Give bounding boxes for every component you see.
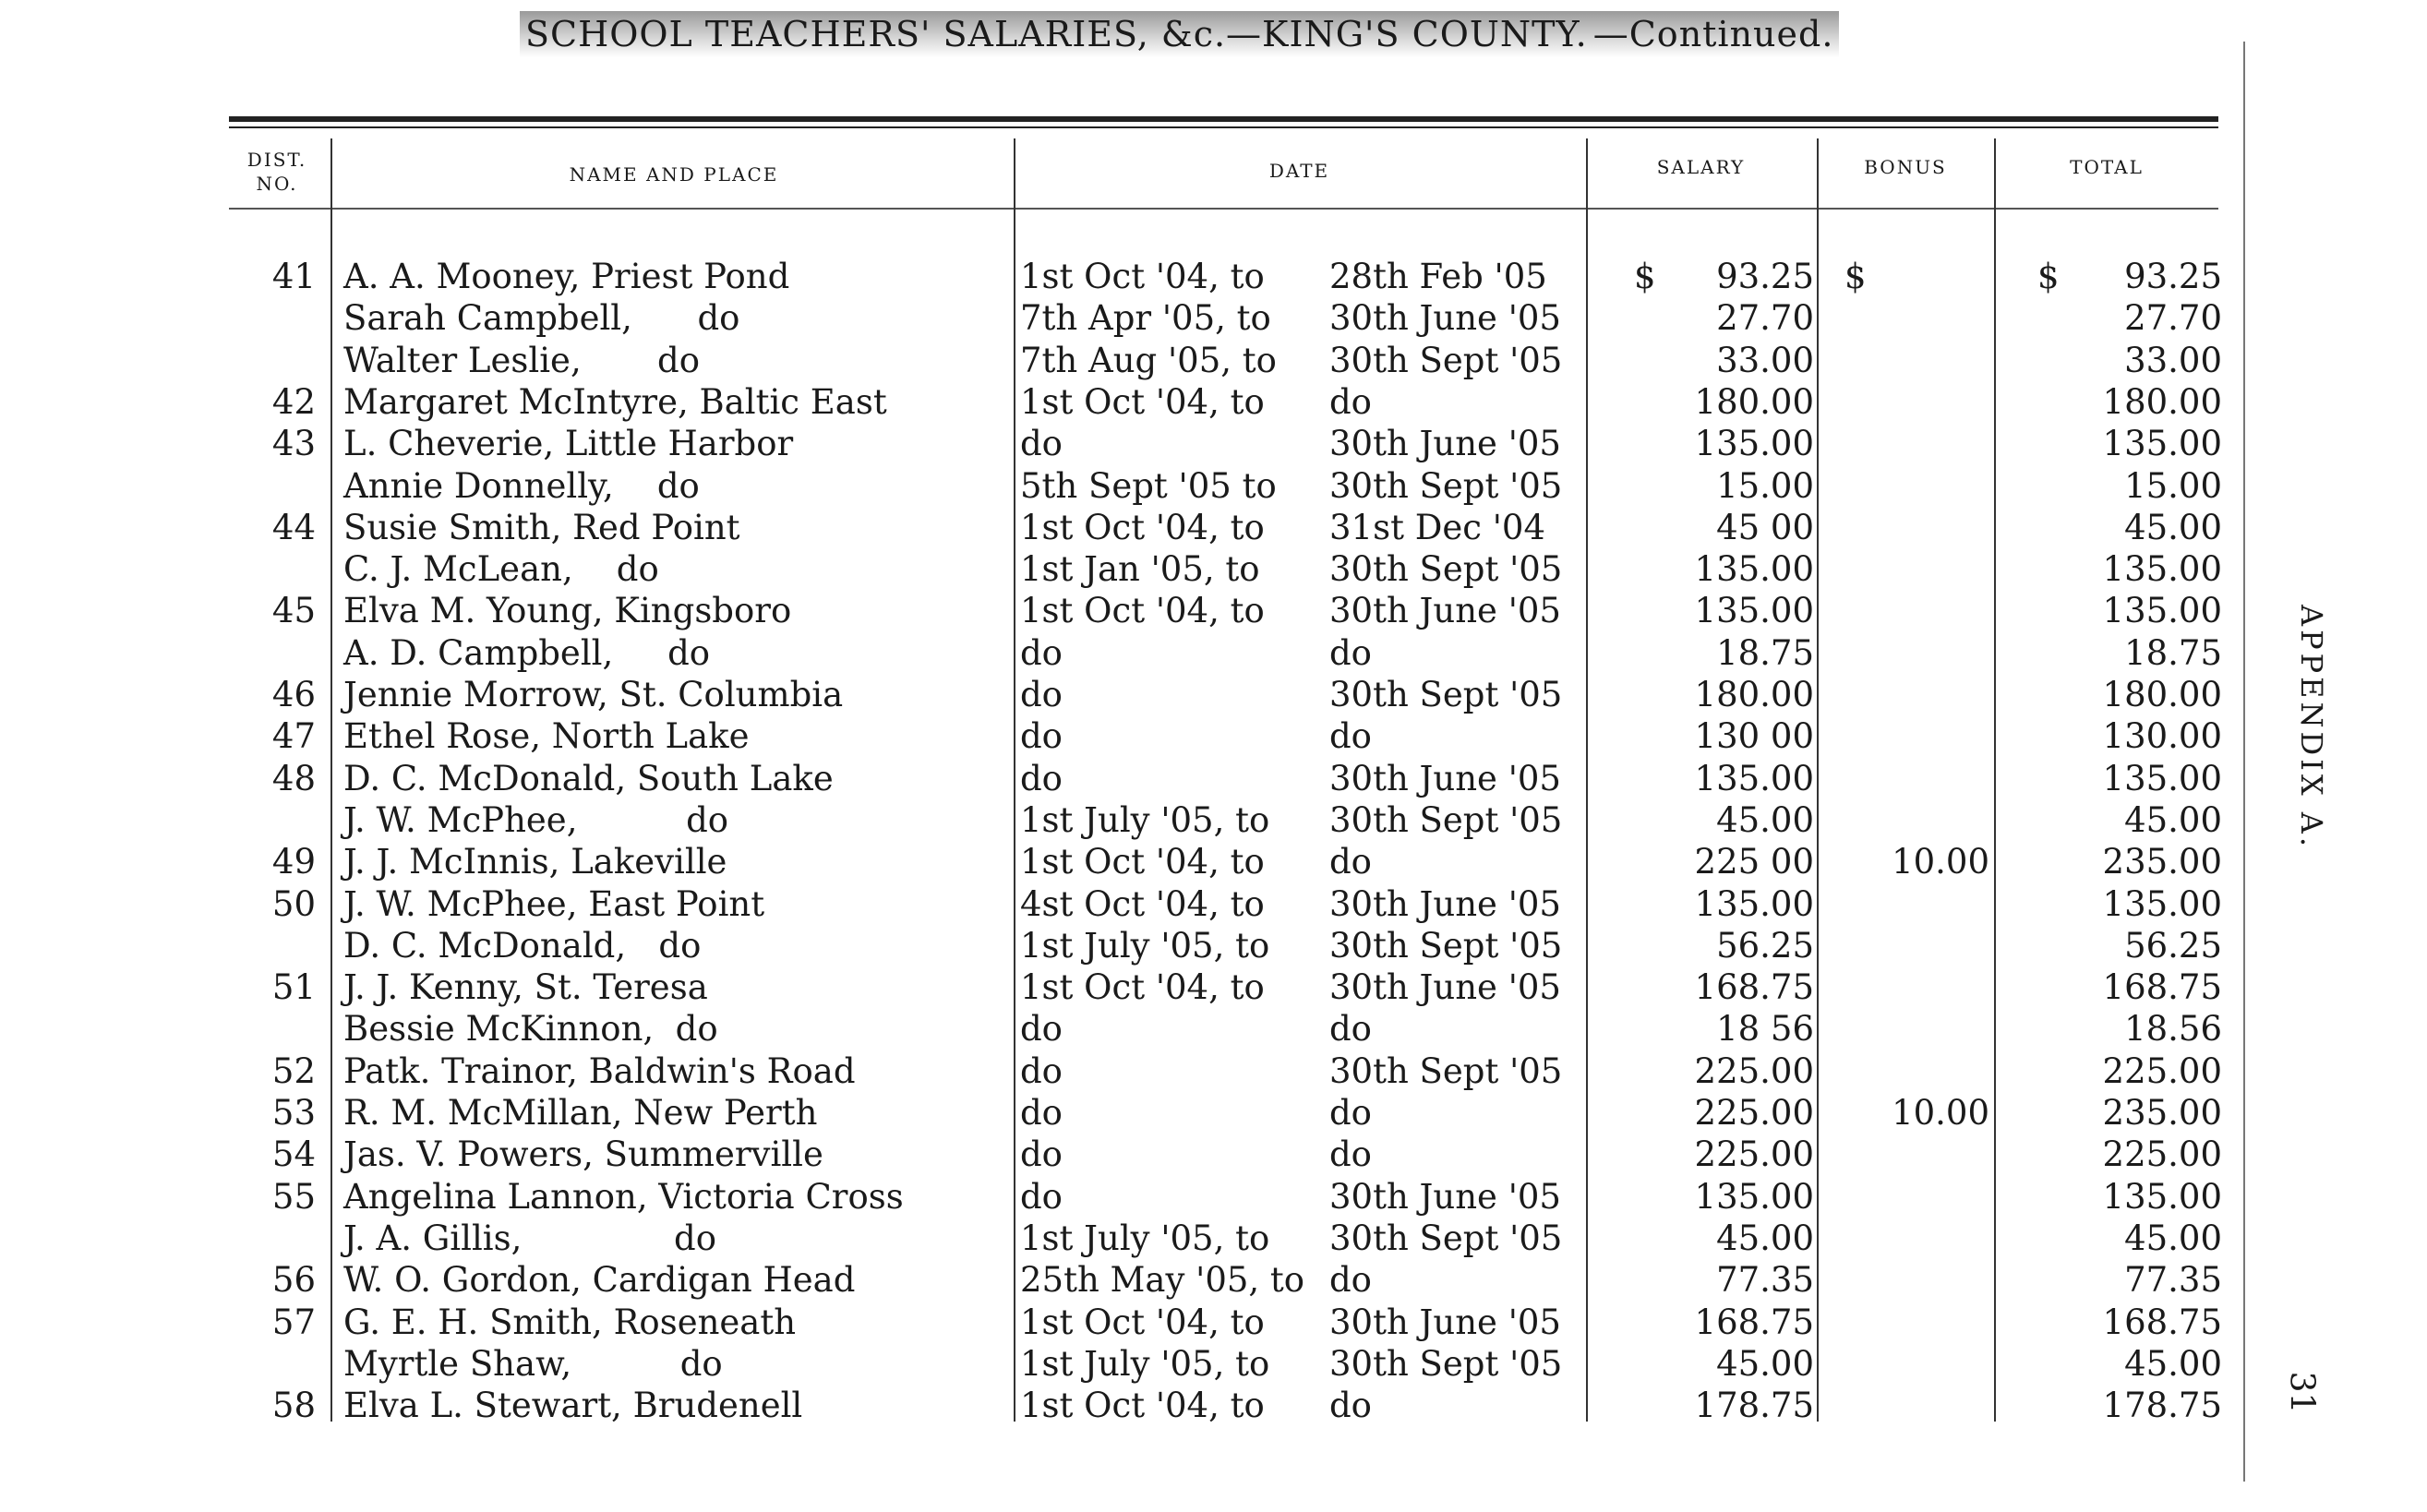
total-cell: 45.00 [2124, 799, 2222, 840]
date-to-cell: 30th Sept '05 [1329, 925, 1563, 966]
name-and-place-cell: Ethel Rose, North Lake [343, 716, 750, 757]
dist-no-cell: 46 [271, 675, 316, 714]
salary-cell: 93.25 [1716, 257, 1814, 296]
dist-no-cell: 58 [271, 1386, 316, 1426]
salary-cell: 225.00 [1694, 1093, 1814, 1133]
date-from-cell: 1st July '05, to [1020, 1343, 1270, 1384]
table-row [0, 674, 2234, 715]
total-cell: 33.00 [2124, 340, 2222, 380]
salary-cell: 135.00 [1694, 758, 1814, 798]
table-row [0, 715, 2234, 757]
salary-cell: 180.00 [1694, 381, 1814, 422]
total-cell: 27.70 [2124, 298, 2222, 339]
name-and-place-cell: Angelina Lannon, Victoria Cross [343, 1176, 904, 1217]
dist-no-cell: 51 [271, 967, 316, 1008]
date-from-cell: 1st Oct '04, to [1020, 1386, 1265, 1426]
date-from-cell: do [1020, 758, 1063, 798]
dist-no-cell: 48 [271, 758, 316, 798]
name-and-place-cell: Elva M. Young, Kingsboro [343, 591, 792, 631]
top-rule-thin [229, 126, 2218, 128]
dist-no-cell: 43 [271, 424, 316, 464]
top-rule-thick [229, 116, 2218, 122]
page-margin-line [2243, 42, 2245, 1482]
date-from-cell: do [1020, 1050, 1063, 1091]
dist-no-cell: 52 [271, 1050, 316, 1091]
table-row [0, 423, 2234, 464]
date-to-cell: do [1329, 842, 1372, 882]
salary-cell: 225.00 [1694, 1050, 1814, 1091]
date-to-cell: 30th June '05 [1329, 298, 1561, 339]
header-dist [231, 148, 323, 196]
total-cell: 168.75 [2102, 1302, 2222, 1342]
total-cell: 135.00 [2102, 591, 2222, 631]
date-to-cell: 30th June '05 [1329, 424, 1561, 464]
total-cell: 93.25 [2124, 257, 2222, 296]
salary-cell: 77.35 [1716, 1260, 1814, 1301]
table-row [0, 256, 2234, 297]
dist-no-cell: 56 [271, 1260, 316, 1301]
table-row [0, 548, 2234, 590]
name-and-place-cell: Myrtle Shaw, do [343, 1343, 723, 1384]
table-row [0, 1302, 2234, 1343]
date-from-cell: do [1020, 632, 1063, 673]
header-date: DATE [1268, 160, 1330, 182]
date-from-cell: 1st July '05, to [1020, 799, 1270, 840]
name-and-place-cell: A. A. Mooney, Priest Pond [343, 257, 790, 296]
salary-cell: 135.00 [1694, 883, 1814, 924]
table-row [0, 966, 2234, 1008]
name-and-place-cell: J. W. McPhee, do [343, 799, 729, 840]
date-to-cell: 30th Sept '05 [1329, 799, 1563, 840]
date-to-cell: 30th Sept '05 [1329, 465, 1563, 506]
name-and-place-cell: D. C. McDonald, South Lake [343, 758, 834, 798]
date-from-cell: 7th Aug '05, to [1020, 340, 1277, 380]
total-cell: 135.00 [2102, 424, 2222, 464]
total-cell: 45.00 [2124, 1218, 2222, 1258]
name-and-place-cell: C. J. McLean, do [343, 549, 659, 590]
dist-no-cell: 49 [271, 842, 316, 882]
date-to-cell: 30th Sept '05 [1329, 340, 1563, 380]
total-cell: 180.00 [2102, 675, 2222, 714]
date-from-cell: 1st July '05, to [1020, 1218, 1270, 1258]
dist-no-cell: 57 [271, 1302, 316, 1342]
name-and-place-cell: J. W. McPhee, East Point [343, 883, 765, 924]
salary-cell: 15.00 [1716, 465, 1814, 506]
dist-no-cell: 47 [271, 716, 316, 757]
salary-cell: 45.00 [1716, 1343, 1814, 1384]
date-to-cell: do [1329, 381, 1372, 422]
salary-dollar-sign: $ [1634, 257, 1656, 296]
date-to-cell: 30th Sept '05 [1329, 549, 1563, 590]
page-title-continued: —Continued. [1592, 14, 1834, 54]
name-and-place-cell: Jennie Morrow, St. Columbia [343, 675, 844, 714]
date-from-cell: do [1020, 1134, 1063, 1175]
dist-no-cell: 45 [271, 591, 316, 631]
name-and-place-cell: L. Cheverie, Little Harbor [343, 424, 794, 464]
date-from-cell: 1st Oct '04, to [1020, 257, 1265, 296]
salary-cell: 178.75 [1694, 1386, 1814, 1426]
name-and-place-cell: Bessie McKinnon, do [343, 1009, 718, 1050]
page-title-text: SCHOOL TEACHERS' SALARIES, &c.—KING'S COUNTY. [525, 14, 1588, 54]
date-from-cell: 1st Oct '04, to [1020, 1302, 1265, 1342]
date-from-cell: 1st Oct '04, to [1020, 967, 1265, 1008]
salary-cell: 56.25 [1716, 925, 1814, 966]
date-to-cell: 30th June '05 [1329, 967, 1561, 1008]
salary-cell: 225.00 [1694, 1134, 1814, 1175]
date-from-cell: 1st Oct '04, to [1020, 507, 1265, 547]
name-and-place-cell: Patk. Trainor, Baldwin's Road [343, 1050, 856, 1091]
date-to-cell: 30th Sept '05 [1329, 1050, 1563, 1091]
date-to-cell: 30th June '05 [1329, 883, 1561, 924]
date-to-cell: 30th Sept '05 [1329, 1343, 1563, 1384]
total-cell: 135.00 [2102, 883, 2222, 924]
salary-cell: 45.00 [1716, 799, 1814, 840]
header-dist-line1: DIST. [246, 149, 307, 171]
name-and-place-cell: J. J. McInnis, Lakeville [343, 842, 727, 882]
salary-cell: 27.70 [1716, 298, 1814, 339]
table-row [0, 1050, 2234, 1092]
total-cell: 178.75 [2102, 1386, 2222, 1426]
name-and-place-cell: G. E. H. Smith, Roseneath [343, 1302, 797, 1342]
salary-cell: 225 00 [1694, 842, 1814, 882]
date-to-cell: 28th Feb '05 [1329, 257, 1547, 296]
appendix-label: APPENDIX A. [2294, 605, 2329, 851]
total-cell: 135.00 [2102, 758, 2222, 798]
date-to-cell: 31st Dec '04 [1329, 507, 1545, 547]
table-row [0, 632, 2234, 674]
salary-cell: 135.00 [1694, 591, 1814, 631]
total-cell: 225.00 [2102, 1050, 2222, 1091]
header-bottom-rule [229, 208, 2218, 210]
salary-cell: 18 56 [1716, 1009, 1814, 1050]
name-and-place-cell: Walter Leslie, do [343, 340, 700, 380]
table-row [0, 381, 2234, 423]
bonus-cell: 10.00 [1892, 1093, 1989, 1133]
date-from-cell: 1st July '05, to [1020, 925, 1270, 966]
date-from-cell: do [1020, 675, 1063, 714]
date-to-cell: 30th June '05 [1329, 591, 1561, 631]
salary-cell: 135.00 [1694, 549, 1814, 590]
date-from-cell: do [1020, 424, 1063, 464]
salary-cell: 45.00 [1716, 1218, 1814, 1258]
name-and-place-cell: W. O. Gordon, Cardigan Head [343, 1260, 856, 1301]
table-row [0, 1343, 2234, 1385]
table-row [0, 340, 2234, 381]
salary-cell: 180.00 [1694, 675, 1814, 714]
dist-no-cell: 44 [271, 507, 316, 547]
salary-cell: 130 00 [1694, 716, 1814, 757]
date-from-cell: 1st Jan '05, to [1020, 549, 1260, 590]
salary-cell: 168.75 [1694, 1302, 1814, 1342]
total-cell: 135.00 [2102, 549, 2222, 590]
name-and-place-cell: Annie Donnelly, do [343, 465, 700, 506]
date-from-cell: do [1020, 1093, 1063, 1133]
date-to-cell: do [1329, 1093, 1372, 1133]
salary-cell: 33.00 [1716, 340, 1814, 380]
date-to-cell: 30th June '05 [1329, 1302, 1561, 1342]
header-total: TOTAL [2070, 156, 2144, 178]
table-row [0, 1134, 2234, 1175]
date-from-cell: do [1020, 1176, 1063, 1217]
table-row [0, 297, 2234, 339]
date-from-cell: do [1020, 1009, 1063, 1050]
salary-cell: 45 00 [1716, 507, 1814, 547]
dist-no-cell: 42 [271, 381, 316, 422]
header-dist-line2: NO. [256, 173, 298, 195]
dist-no-cell: 55 [271, 1176, 316, 1217]
page-title [520, 11, 1839, 57]
total-cell: 45.00 [2124, 1343, 2222, 1384]
name-and-place-cell: A. D. Campbell, do [343, 632, 711, 673]
date-from-cell: 1st Oct '04, to [1020, 381, 1265, 422]
total-cell: 235.00 [2102, 842, 2222, 882]
total-cell: 18.56 [2124, 1009, 2222, 1050]
table-row [0, 1008, 2234, 1050]
table-row [0, 507, 2234, 548]
table-row [0, 1176, 2234, 1218]
total-cell: 15.00 [2124, 465, 2222, 506]
salary-cell: 18.75 [1716, 632, 1814, 673]
name-and-place-cell: J. J. Kenny, St. Teresa [343, 967, 708, 1008]
header-bonus: BONUS [1864, 156, 1947, 178]
dist-no-cell: 50 [271, 883, 316, 924]
total-cell: 18.75 [2124, 632, 2222, 673]
date-to-cell: 30th June '05 [1329, 758, 1561, 798]
total-cell: 180.00 [2102, 381, 2222, 422]
date-from-cell: 25th May '05, to [1020, 1260, 1305, 1301]
table-row [0, 841, 2234, 882]
table-row [0, 465, 2234, 507]
date-to-cell: do [1329, 1260, 1372, 1301]
date-to-cell: do [1329, 1134, 1372, 1175]
name-and-place-cell: Sarah Campbell, do [343, 298, 740, 339]
salary-cell: 135.00 [1694, 1176, 1814, 1217]
date-to-cell: do [1329, 632, 1372, 673]
date-to-cell: do [1329, 1386, 1372, 1426]
table-row [0, 883, 2234, 925]
bonus-cell: 10.00 [1892, 842, 1989, 882]
header-salary: SALARY [1656, 156, 1746, 178]
total-cell: 130.00 [2102, 716, 2222, 757]
total-cell: 225.00 [2102, 1134, 2222, 1175]
total-cell: 135.00 [2102, 1176, 2222, 1217]
name-and-place-cell: Margaret McIntyre, Baltic East [343, 381, 887, 422]
date-from-cell: 4st Oct '04, to [1020, 883, 1265, 924]
table-row [0, 1218, 2234, 1259]
name-and-place-cell: R. M. McMillan, New Perth [343, 1093, 818, 1133]
table-row [0, 758, 2234, 799]
dist-no-cell: 54 [271, 1134, 316, 1175]
date-from-cell: 7th Apr '05, to [1020, 298, 1271, 339]
date-to-cell: do [1329, 1009, 1372, 1050]
table-row [0, 1092, 2234, 1134]
dist-no-cell: 53 [271, 1093, 316, 1133]
date-to-cell: 30th Sept '05 [1329, 1218, 1563, 1258]
salary-cell: 135.00 [1694, 424, 1814, 464]
table-row [0, 1259, 2234, 1301]
name-and-place-cell: Elva L. Stewart, Brudenell [343, 1386, 803, 1426]
salary-cell: 168.75 [1694, 967, 1814, 1008]
table-row [0, 1385, 2234, 1426]
name-and-place-cell: D. C. McDonald, do [343, 925, 702, 966]
total-cell: 77.35 [2124, 1260, 2222, 1301]
date-to-cell: 30th Sept '05 [1329, 675, 1563, 714]
date-to-cell: 30th June '05 [1329, 1176, 1561, 1217]
total-cell: 56.25 [2124, 925, 2222, 966]
date-from-cell: 1st Oct '04, to [1020, 591, 1265, 631]
name-and-place-cell: J. A. Gillis, do [343, 1218, 716, 1258]
table-row [0, 799, 2234, 841]
total-cell: 45.00 [2124, 507, 2222, 547]
date-from-cell: do [1020, 716, 1063, 757]
bonus-dollar-sign: $ [1844, 257, 1867, 296]
header-name-and-place: NAME AND PLACE [569, 163, 779, 186]
date-from-cell: 1st Oct '04, to [1020, 842, 1265, 882]
total-dollar-sign: $ [2037, 257, 2060, 296]
total-cell: 235.00 [2102, 1093, 2222, 1133]
date-to-cell: do [1329, 716, 1372, 757]
page-number: 31 [2282, 1371, 2321, 1414]
table-row [0, 590, 2234, 631]
total-cell: 168.75 [2102, 967, 2222, 1008]
name-and-place-cell: Susie Smith, Red Point [343, 507, 740, 547]
date-from-cell: 5th Sept '05 to [1020, 465, 1277, 506]
dist-no-cell: 41 [271, 257, 316, 296]
name-and-place-cell: Jas. V. Powers, Summerville [343, 1134, 823, 1175]
table-row [0, 925, 2234, 966]
